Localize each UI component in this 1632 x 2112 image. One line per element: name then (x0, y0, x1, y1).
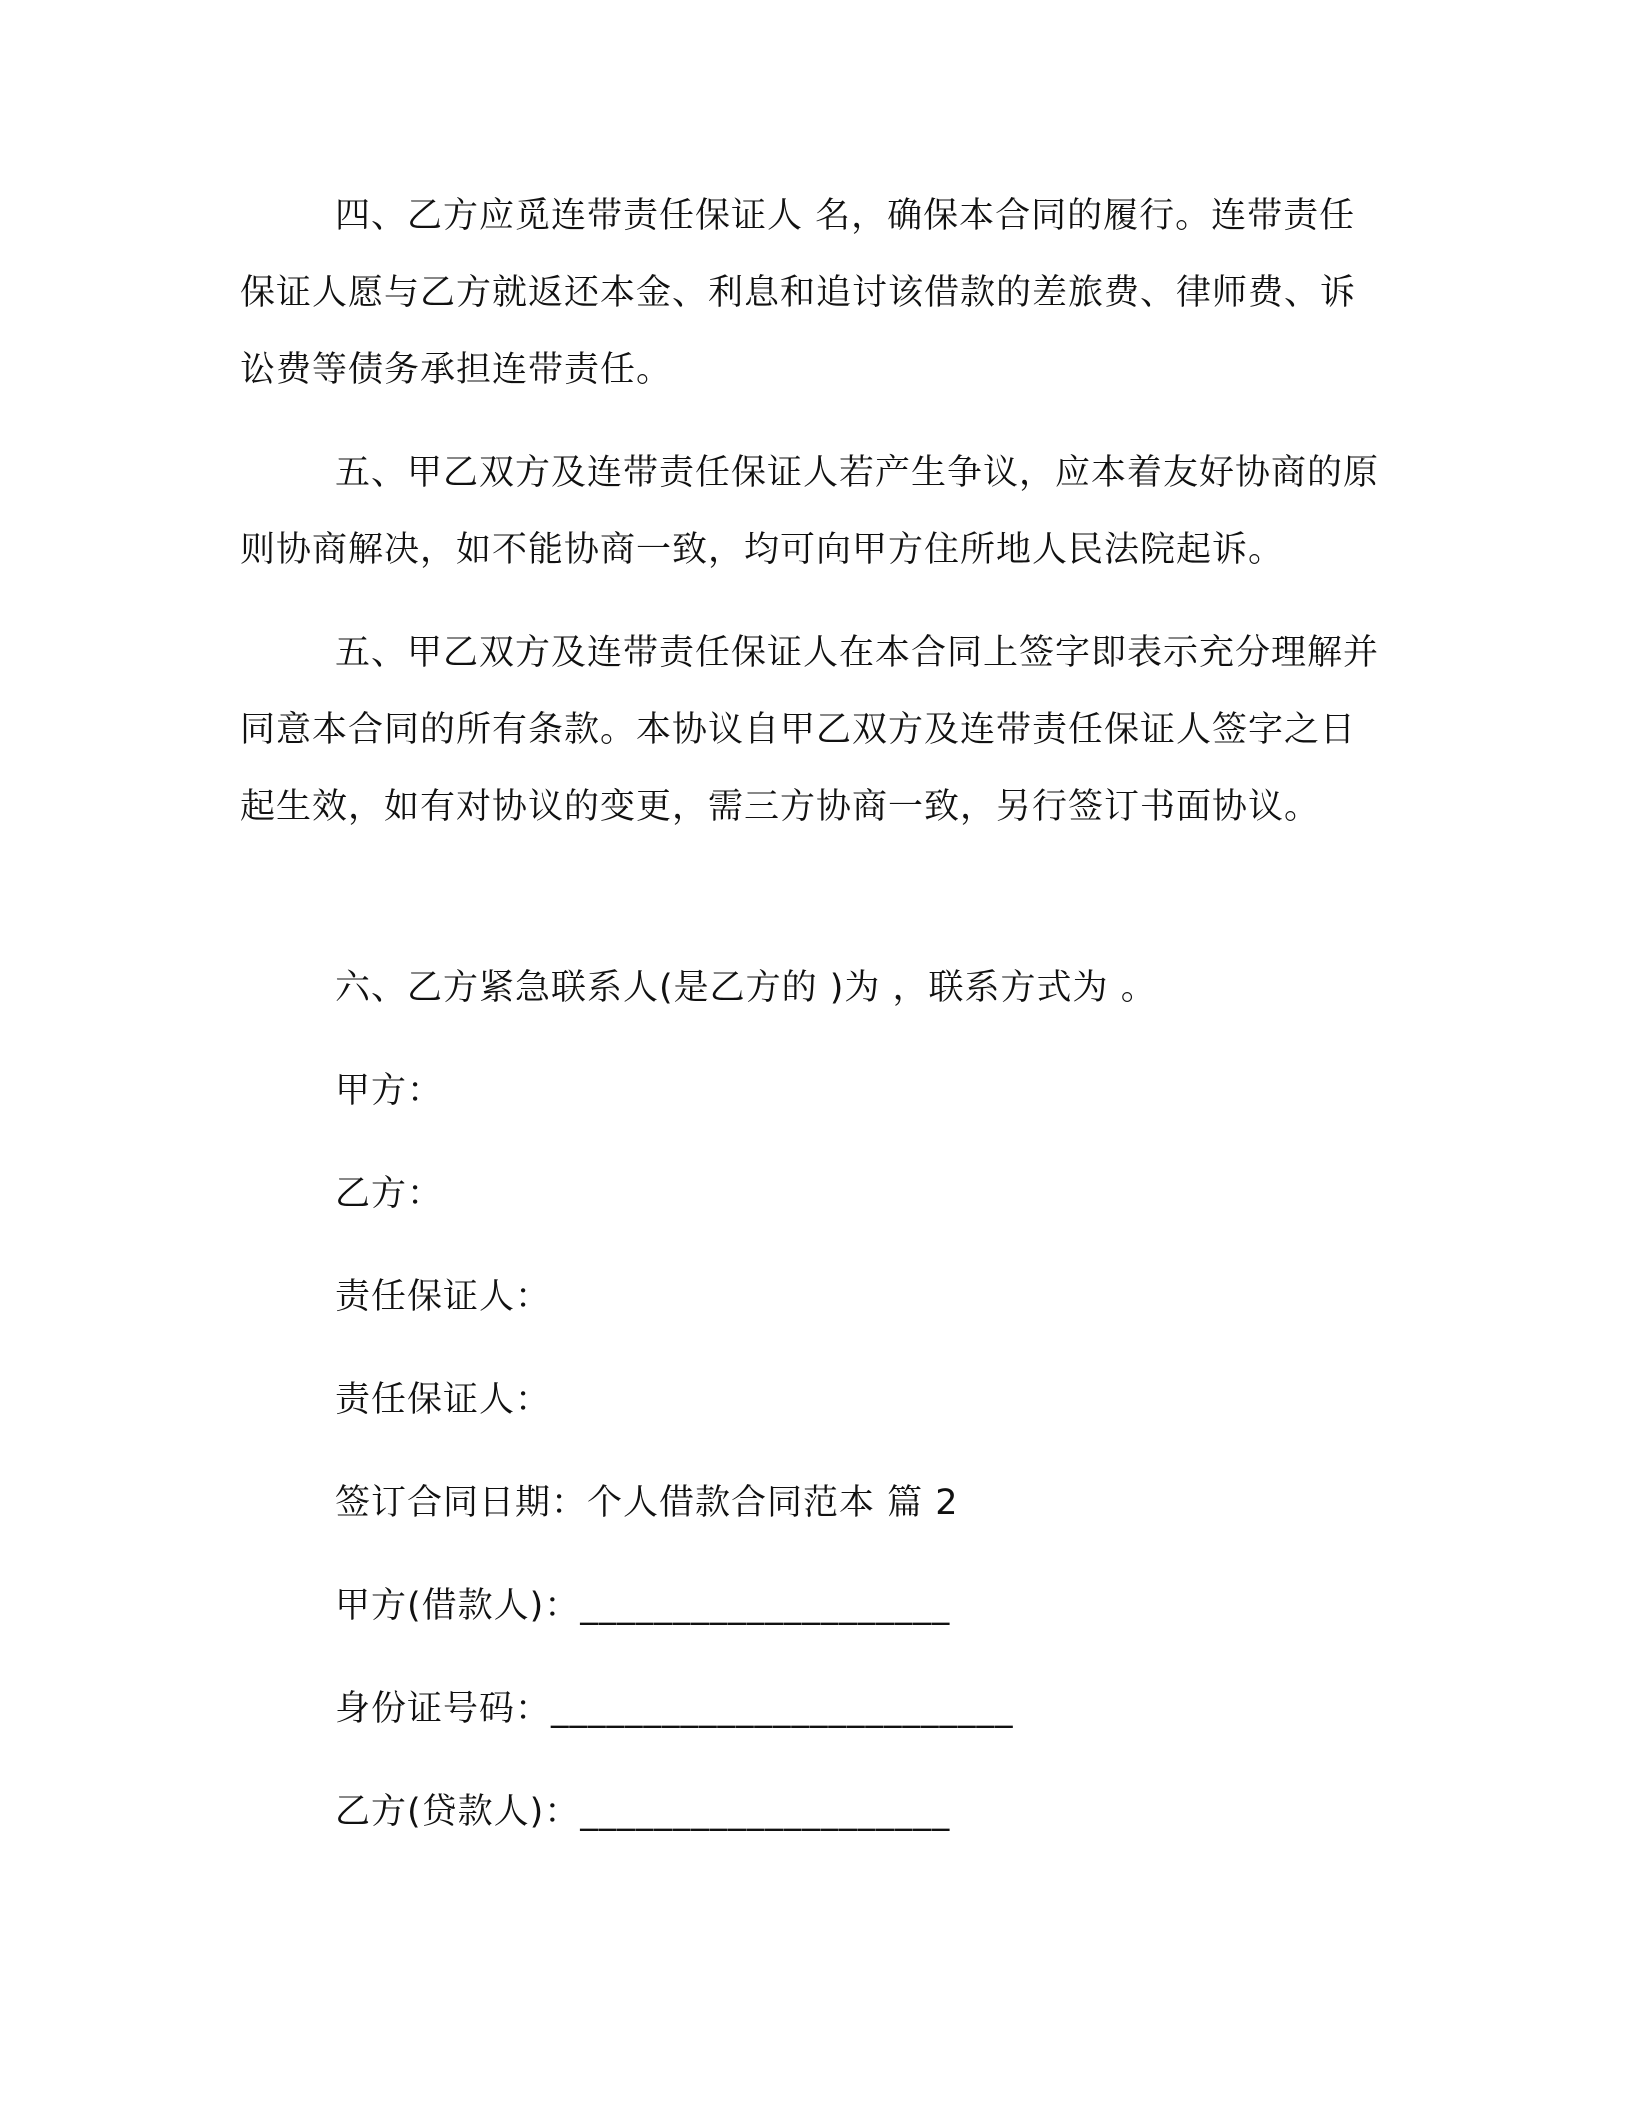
sign-date-line: 签订合同日期：个人借款合同范本 篇 2 (335, 1483, 959, 1523)
party-b-signature-line: 乙方： (335, 1174, 444, 1214)
guarantor-signature-line-2: 责任保证人： (335, 1380, 552, 1420)
clause-5-dispute-paragraph: 五、甲乙双方及连带责任保证人若产生争议，应本着友好协商的原则协商解决，如不能协商一致，均可向甲方住所地人民法院起诉。 (240, 453, 1380, 570)
lender-field: 乙方(贷款人)：____________________ (335, 1792, 951, 1832)
party-a-signature-line: 甲方： (335, 1071, 444, 1111)
clause-6-paragraph: 六、乙方紧急联系人(是乙方的 )为 ，联系方式为 。 (335, 968, 1157, 1008)
id-number-field: 身份证号码：_________________________ (335, 1689, 1014, 1729)
borrower-field: 甲方(借款人)：____________________ (335, 1586, 951, 1626)
clause-5-signing-paragraph: 五、甲乙双方及连带责任保证人在本合同上签字即表示充分理解并同意本合同的所有条款。本协议自甲乙双方及连带责任保证人签字之日起生效，如有对协议的变更，需三方协商一致，另行签订书面协议。 (240, 633, 1380, 827)
guarantor-signature-line-1: 责任保证人： (335, 1277, 552, 1317)
clause-4-paragraph: 四、乙方应觅连带责任保证人 名，确保本合同的履行。连带责任保证人愿与乙方就返还本金、利息和追讨该借款的差旅费、律师费、诉讼费等债务承担连带责任。 (240, 196, 1357, 390)
